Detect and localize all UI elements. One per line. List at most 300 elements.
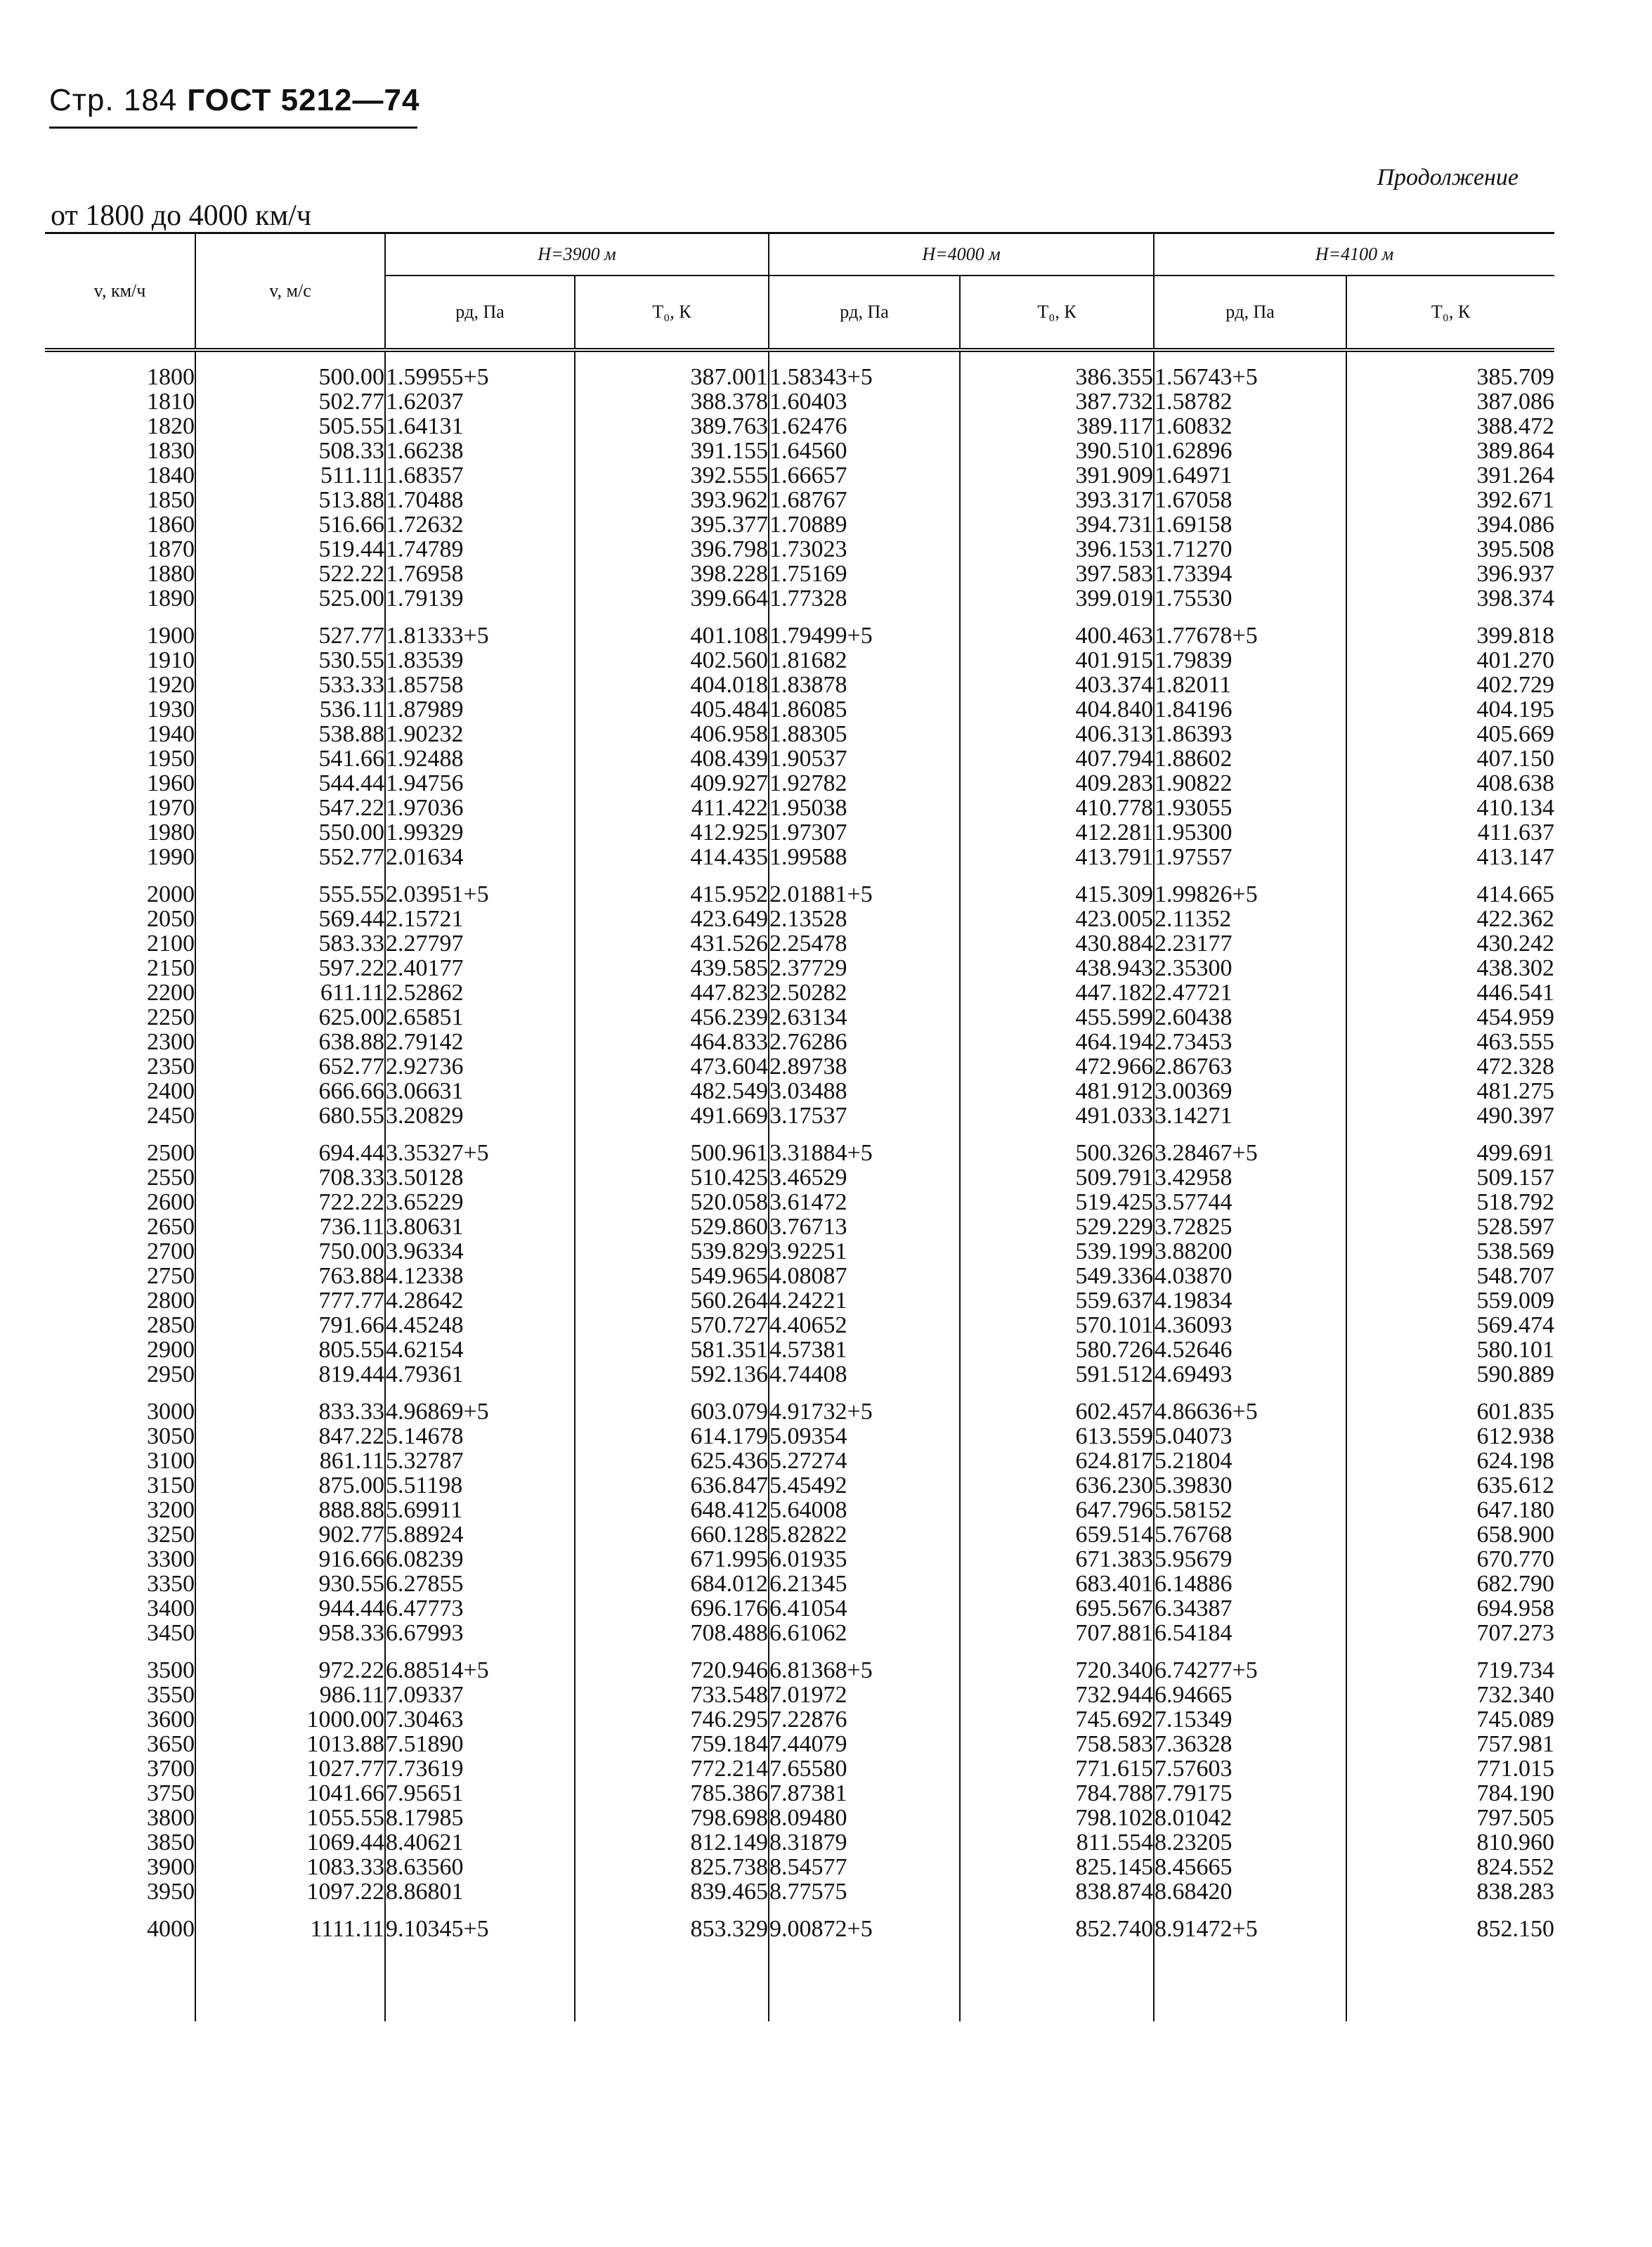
gap-cell [960, 350, 1154, 365]
cell-p-h3900: 3.65229 [385, 1190, 575, 1215]
table-row [45, 1103, 1554, 1128]
cell-t-h3900: 482.549 [575, 1079, 769, 1103]
cell-p-h4000: 8.77575 [769, 1879, 960, 1904]
cell-t-h4000: 409.283 [960, 771, 1154, 796]
table-row [45, 1879, 1554, 1904]
cell-t-h4100: 757.981 [1346, 1732, 1554, 1756]
table-row [45, 389, 1554, 414]
cell-p-h4000: 6.01935 [769, 1547, 960, 1572]
cell-t-h4100: 569.474 [1346, 1313, 1554, 1338]
cell-t-h4000: 559.637 [960, 1288, 1154, 1313]
cell-p-h3900: 8.17985 [385, 1806, 575, 1830]
cell-p-h4000: 2.37729 [769, 956, 960, 980]
cell-p-h4000: 3.31884+5 [769, 1141, 960, 1165]
cell-t-h4100: 797.505 [1346, 1806, 1554, 1830]
table-row [45, 1288, 1554, 1313]
cell-v-ms: 533.33 [195, 673, 385, 697]
gap-cell [575, 1387, 769, 1399]
table-row [45, 882, 1554, 907]
cell-p-h4100: 3.88200 [1154, 1239, 1346, 1264]
cell-t-h4100: 838.283 [1346, 1879, 1554, 1904]
cell-t-h3900: 423.649 [575, 907, 769, 931]
cell-p-h3900: 2.40177 [385, 956, 575, 980]
cell-v-ms: 513.88 [195, 488, 385, 512]
cell-t-h3900: 570.727 [575, 1313, 769, 1338]
cell-t-h4000: 403.374 [960, 673, 1154, 697]
cell-p-h4100: 5.39830 [1154, 1473, 1346, 1498]
cell-p-h4100: 1.60832 [1154, 414, 1346, 439]
table-body [45, 350, 1554, 2021]
cell-t-h4000: 407.794 [960, 746, 1154, 771]
cell-p-h4000: 5.27274 [769, 1449, 960, 1473]
cell-p-h4000: 1.58343+5 [769, 365, 960, 389]
cell-t-h4000: 491.033 [960, 1103, 1154, 1128]
cell-p-h4000: 4.57381 [769, 1338, 960, 1362]
cell-p-h4100: 1.71270 [1154, 537, 1346, 562]
cell-t-h4000: 397.583 [960, 562, 1154, 586]
header-group-h4100: H=4100 м [1154, 233, 1554, 276]
cell-t-h4100: 388.472 [1346, 414, 1554, 439]
cell-v-kmh: 3800 [147, 1805, 195, 1831]
cell-p-h3900: 4.96869+5 [385, 1399, 575, 1424]
cell-t-h4100: 499.691 [1346, 1141, 1554, 1165]
cell-v-kmh: 1930 [147, 697, 195, 723]
header-v-ms: v, м/с [195, 233, 385, 351]
cell-p-h4100: 1.69158 [1154, 512, 1346, 537]
cell-t-h4000: 413.791 [960, 845, 1154, 869]
cell-t-h4000: 707.881 [960, 1621, 1154, 1645]
cell-t-h4000: 412.281 [960, 820, 1154, 845]
cell-t-h3900: 388.378 [575, 389, 769, 414]
cell-p-h3900: 4.28642 [385, 1288, 575, 1313]
cell-p-h4100: 1.88602 [1154, 746, 1346, 771]
cell-p-h4100: 1.97557 [1154, 845, 1346, 869]
table-row [45, 439, 1554, 463]
gap-cell [960, 869, 1154, 882]
cell-t-h4100: 398.374 [1346, 586, 1554, 611]
cell-v-ms: 547.22 [195, 796, 385, 820]
cell-t-h4100: 408.638 [1346, 771, 1554, 796]
cell-p-h4100: 5.04073 [1154, 1424, 1346, 1449]
cell-p-h4100: 2.86763 [1154, 1054, 1346, 1079]
cell-v-kmh: 3250 [147, 1522, 195, 1548]
cell-v-ms: 861.11 [195, 1449, 385, 1473]
cell-t-h4100: 682.790 [1346, 1572, 1554, 1596]
header-group-h3900: H=3900 м [385, 233, 769, 276]
cell-p-h3900: 6.67993 [385, 1621, 575, 1645]
cell-p-h4000: 1.70889 [769, 512, 960, 537]
cell-v-kmh: 3700 [147, 1756, 195, 1782]
cell-v-ms: 1000.00 [195, 1707, 385, 1732]
cell-v-ms: 652.77 [195, 1054, 385, 1079]
cell-v-ms: 736.11 [195, 1215, 385, 1239]
cell-p-h3900: 2.52862 [385, 980, 575, 1005]
cell-p-h4000: 3.46529 [769, 1165, 960, 1190]
table-row [45, 463, 1554, 488]
cell-t-h4100: 852.150 [1346, 1917, 1554, 1941]
cell-t-h4000: 423.005 [960, 907, 1154, 931]
cell-p-h4000: 2.01881+5 [769, 882, 960, 907]
cell-t-h4000: 811.554 [960, 1830, 1154, 1855]
cell-p-h3900: 6.27855 [385, 1572, 575, 1596]
cell-p-h3900: 8.63560 [385, 1855, 575, 1879]
cell-p-h4000: 1.62476 [769, 414, 960, 439]
cell-v-ms: 805.55 [195, 1338, 385, 1362]
cell-t-h4000: 659.514 [960, 1522, 1154, 1547]
cell-t-h4000: 401.915 [960, 648, 1154, 673]
cell-v-kmh: 2450 [147, 1103, 195, 1129]
cell-t-h4100: 414.665 [1346, 882, 1554, 907]
cell-p-h4100: 5.76768 [1154, 1522, 1346, 1547]
table-row [45, 1079, 1554, 1103]
cell-v-ms: 569.44 [195, 907, 385, 931]
cell-v-kmh: 3450 [147, 1620, 195, 1646]
cell-p-h4100: 4.52646 [1154, 1338, 1346, 1362]
cell-v-ms: 833.33 [195, 1399, 385, 1424]
cell-t-h4100: 399.818 [1346, 623, 1554, 648]
cell-v-kmh: 2400 [147, 1078, 195, 1104]
cell-p-h4100: 1.86393 [1154, 722, 1346, 746]
cell-t-h3900: 387.001 [575, 365, 769, 389]
cell-p-h4100: 2.23177 [1154, 931, 1346, 956]
cell-t-h3900: 391.155 [575, 439, 769, 463]
cell-t-h4100: 472.328 [1346, 1054, 1554, 1079]
cell-p-h3900: 2.01634 [385, 845, 575, 869]
cell-p-h4000: 8.54577 [769, 1855, 960, 1879]
cell-p-h3900: 1.68357 [385, 463, 575, 488]
cell-p-h4100: 8.23205 [1154, 1830, 1346, 1855]
cell-t-h4000: 481.912 [960, 1079, 1154, 1103]
cell-t-h4100: 745.089 [1346, 1707, 1554, 1732]
page-number: Стр. 184 [49, 83, 178, 117]
cell-v-kmh: 1980 [147, 820, 195, 846]
aerodynamic-table [45, 232, 1554, 2021]
cell-v-ms: 544.44 [195, 771, 385, 796]
gap-cell [575, 1904, 769, 1917]
cell-p-h4100: 1.62896 [1154, 439, 1346, 463]
cell-t-h4100: 635.612 [1346, 1473, 1554, 1498]
cell-t-h3900: 853.329 [575, 1917, 769, 1941]
cell-t-h4000: 509.791 [960, 1165, 1154, 1190]
cell-p-h3900: 8.40621 [385, 1830, 575, 1855]
cell-p-h4000: 5.45492 [769, 1473, 960, 1498]
cell-t-h3900: 404.018 [575, 673, 769, 697]
cell-t-h4100: 411.637 [1346, 820, 1554, 845]
cell-p-h3900: 2.15721 [385, 907, 575, 931]
cell-t-h3900: 708.488 [575, 1621, 769, 1645]
cell-p-h4000: 1.68767 [769, 488, 960, 512]
cell-p-h4100: 6.14886 [1154, 1572, 1346, 1596]
cell-t-h4100: 394.086 [1346, 512, 1554, 537]
gap-cell [1346, 350, 1554, 365]
table-row [45, 414, 1554, 439]
cell-p-h3900: 7.95651 [385, 1781, 575, 1806]
cell-t-h4000: 784.788 [960, 1781, 1154, 1806]
cell-t-h4100: 387.086 [1346, 389, 1554, 414]
cell-p-h4100: 3.42958 [1154, 1165, 1346, 1190]
table-row [45, 1030, 1554, 1054]
table-row [45, 1165, 1554, 1190]
cell-t-h3900: 510.425 [575, 1165, 769, 1190]
gap-cell [1346, 1387, 1554, 1399]
cell-p-h3900: 1.83539 [385, 648, 575, 673]
cell-v-ms: 1027.77 [195, 1756, 385, 1781]
cell-t-h4000: 500.326 [960, 1141, 1154, 1165]
cell-p-h4000: 1.86085 [769, 697, 960, 722]
cell-p-h3900: 7.51890 [385, 1732, 575, 1756]
cell-p-h3900: 2.65851 [385, 1005, 575, 1030]
cell-t-h4100: 402.729 [1346, 673, 1554, 697]
cell-v-kmh: 2500 [147, 1140, 195, 1166]
cell-p-h3900: 1.76958 [385, 562, 575, 586]
empty-cell [1154, 1954, 1346, 2021]
cell-t-h3900: 408.439 [575, 746, 769, 771]
cell-t-h4000: 636.230 [960, 1473, 1154, 1498]
block-gap [45, 1387, 1554, 1399]
cell-t-h4100: 396.937 [1346, 562, 1554, 586]
header-v-kmh: v, км/ч [45, 233, 195, 351]
cell-t-h4100: 528.597 [1346, 1215, 1554, 1239]
cell-p-h4100: 4.86636+5 [1154, 1399, 1346, 1424]
header-rule [49, 127, 417, 129]
gap-cell [769, 1387, 960, 1399]
cell-t-h3900: 581.351 [575, 1338, 769, 1362]
table-row [45, 845, 1554, 869]
cell-v-kmh: 2000 [147, 881, 195, 907]
cell-p-h4100: 1.58782 [1154, 389, 1346, 414]
cell-v-kmh: 3600 [147, 1707, 195, 1733]
cell-p-h4000: 2.76286 [769, 1030, 960, 1054]
cell-t-h4000: 391.909 [960, 463, 1154, 488]
continuation-label: Продолжение [1377, 164, 1518, 190]
cell-p-h4100: 3.57744 [1154, 1190, 1346, 1215]
cell-t-h4100: 771.015 [1346, 1756, 1554, 1781]
header-p-h4000: pд, Па [769, 276, 960, 350]
cell-t-h4000: 720.340 [960, 1658, 1154, 1683]
cell-p-h4000: 6.21345 [769, 1572, 960, 1596]
gap-cell [1154, 1941, 1346, 1954]
table-row [45, 365, 1554, 389]
cell-t-h4000: 825.145 [960, 1855, 1154, 1879]
block-gap [45, 1904, 1554, 1917]
gap-cell [45, 1387, 195, 1399]
cell-p-h4000: 3.76713 [769, 1215, 960, 1239]
cell-v-kmh: 3950 [147, 1879, 195, 1905]
cell-p-h3900: 5.51198 [385, 1473, 575, 1498]
cell-p-h3900: 3.80631 [385, 1215, 575, 1239]
cell-v-ms: 583.33 [195, 931, 385, 956]
table-row [45, 1054, 1554, 1079]
cell-v-ms: 916.66 [195, 1547, 385, 1572]
cell-p-h3900: 4.79361 [385, 1362, 575, 1387]
gap-cell [575, 1941, 769, 1954]
cell-t-h4100: 707.273 [1346, 1621, 1554, 1645]
cell-t-h4000: 415.309 [960, 882, 1154, 907]
gap-cell [385, 1941, 575, 1954]
empty-cell [1346, 1954, 1554, 2021]
block-gap [45, 1941, 1554, 1954]
cell-p-h3900: 1.87989 [385, 697, 575, 722]
table-row [45, 956, 1554, 980]
cell-p-h3900: 8.86801 [385, 1879, 575, 1904]
cell-t-h3900: 439.585 [575, 956, 769, 980]
cell-v-ms: 511.11 [195, 463, 385, 488]
cell-p-h4100: 8.01042 [1154, 1806, 1346, 1830]
cell-t-h3900: 614.179 [575, 1424, 769, 1449]
cell-v-kmh: 3400 [147, 1595, 195, 1621]
cell-p-h3900: 2.03951+5 [385, 882, 575, 907]
cell-p-h3900: 5.14678 [385, 1424, 575, 1449]
cell-v-kmh: 2250 [147, 1004, 195, 1030]
cell-p-h4000: 6.61062 [769, 1621, 960, 1645]
cell-p-h4100: 3.14271 [1154, 1103, 1346, 1128]
cell-t-h3900: 414.435 [575, 845, 769, 869]
cell-p-h4100: 1.77678+5 [1154, 623, 1346, 648]
cell-p-h4000: 7.65580 [769, 1756, 960, 1781]
cell-v-kmh: 2550 [147, 1165, 195, 1191]
cell-p-h4000: 4.74408 [769, 1362, 960, 1387]
cell-t-h3900: 447.823 [575, 980, 769, 1005]
gap-cell [195, 1387, 385, 1399]
cell-p-h4000: 3.17537 [769, 1103, 960, 1128]
cell-t-h3900: 402.560 [575, 648, 769, 673]
table-row [45, 1498, 1554, 1522]
cell-t-h4000: 732.944 [960, 1683, 1154, 1707]
cell-t-h3900: 549.965 [575, 1264, 769, 1288]
cell-p-h4000: 1.64560 [769, 439, 960, 463]
table-row [45, 1830, 1554, 1855]
cell-p-h4100: 7.15349 [1154, 1707, 1346, 1732]
cell-p-h4100: 6.94665 [1154, 1683, 1346, 1707]
cell-p-h4000: 3.61472 [769, 1190, 960, 1215]
table-bottom-space [45, 1954, 1554, 2021]
cell-t-h3900: 431.526 [575, 931, 769, 956]
gap-cell [1346, 869, 1554, 882]
cell-v-kmh: 1970 [147, 795, 195, 821]
table-row [45, 1917, 1554, 1941]
gap-cell [1154, 1645, 1346, 1658]
cell-v-ms: 888.88 [195, 1498, 385, 1522]
cell-p-h4100: 1.73394 [1154, 562, 1346, 586]
cell-t-h4000: 472.966 [960, 1054, 1154, 1079]
table-row [45, 1806, 1554, 1830]
cell-t-h4100: 392.671 [1346, 488, 1554, 512]
cell-t-h3900: 539.829 [575, 1239, 769, 1264]
cell-t-h4100: 694.958 [1346, 1596, 1554, 1621]
cell-t-h4100: 430.242 [1346, 931, 1554, 956]
cell-t-h3900: 406.958 [575, 722, 769, 746]
cell-t-h4100: 481.275 [1346, 1079, 1554, 1103]
cell-t-h4000: 771.615 [960, 1756, 1154, 1781]
cell-t-h4100: 612.938 [1346, 1424, 1554, 1449]
cell-t-h4100: 590.889 [1346, 1362, 1554, 1387]
cell-p-h4100: 2.11352 [1154, 907, 1346, 931]
table-row [45, 1732, 1554, 1756]
cell-p-h4000: 1.73023 [769, 537, 960, 562]
cell-t-h4100: 658.900 [1346, 1522, 1554, 1547]
cell-t-h4000: 695.567 [960, 1596, 1154, 1621]
header-t-h3900: T₀, К [575, 276, 769, 350]
page-header [49, 83, 419, 118]
block-gap [45, 350, 1554, 365]
cell-p-h3900: 1.94756 [385, 771, 575, 796]
cell-t-h4000: 798.102 [960, 1806, 1154, 1830]
cell-p-h3900: 6.47773 [385, 1596, 575, 1621]
gap-cell [1154, 1904, 1346, 1917]
empty-cell [960, 1954, 1154, 2021]
cell-t-h4000: 386.355 [960, 365, 1154, 389]
gap-cell [195, 1941, 385, 1954]
cell-p-h4000: 1.75169 [769, 562, 960, 586]
cell-v-ms: 819.44 [195, 1362, 385, 1387]
cell-v-ms: 1041.66 [195, 1781, 385, 1806]
cell-p-h4100: 1.84196 [1154, 697, 1346, 722]
cell-t-h4100: 548.707 [1346, 1264, 1554, 1288]
block-gap [45, 1128, 1554, 1141]
cell-t-h3900: 392.555 [575, 463, 769, 488]
cell-t-h4100: 518.792 [1346, 1190, 1554, 1215]
cell-v-kmh: 3550 [147, 1682, 195, 1708]
cell-p-h4100: 7.57603 [1154, 1756, 1346, 1781]
cell-t-h4000: 745.692 [960, 1707, 1154, 1732]
cell-v-ms: 522.22 [195, 562, 385, 586]
cell-p-h3900: 1.62037 [385, 389, 575, 414]
cell-v-kmh: 2150 [147, 955, 195, 981]
header-t-h4100: T₀, К [1346, 276, 1554, 350]
cell-v-kmh: 1860 [147, 512, 195, 538]
cell-v-kmh: 3100 [147, 1448, 195, 1474]
cell-t-h3900: 733.548 [575, 1683, 769, 1707]
gap-cell [769, 1645, 960, 1658]
table-row [45, 1215, 1554, 1239]
table-row [45, 1190, 1554, 1215]
cell-t-h4000: 671.383 [960, 1547, 1154, 1572]
cell-p-h4000: 5.82822 [769, 1522, 960, 1547]
cell-v-ms: 527.77 [195, 623, 385, 648]
table-row [45, 1141, 1554, 1165]
gap-cell [769, 350, 960, 365]
cell-t-h4000: 400.463 [960, 623, 1154, 648]
cell-p-h3900: 1.99329 [385, 820, 575, 845]
table-row [45, 1522, 1554, 1547]
gap-cell [45, 1904, 195, 1917]
cell-t-h3900: 812.149 [575, 1830, 769, 1855]
cell-p-h3900: 4.62154 [385, 1338, 575, 1362]
cell-v-kmh: 1900 [147, 623, 195, 649]
cell-t-h4100: 580.101 [1346, 1338, 1554, 1362]
cell-t-h4100: 784.190 [1346, 1781, 1554, 1806]
cell-t-h4100: 385.709 [1346, 365, 1554, 389]
cell-v-ms: 1055.55 [195, 1806, 385, 1830]
cell-v-ms: 500.00 [195, 365, 385, 389]
cell-p-h3900: 1.81333+5 [385, 623, 575, 648]
cell-v-ms: 944.44 [195, 1596, 385, 1621]
cell-p-h3900: 6.08239 [385, 1547, 575, 1572]
cell-v-kmh: 1820 [147, 413, 195, 439]
cell-p-h4000: 1.88305 [769, 722, 960, 746]
cell-t-h4100: 438.302 [1346, 956, 1554, 980]
cell-t-h3900: 720.946 [575, 1658, 769, 1683]
cell-t-h4000: 683.401 [960, 1572, 1154, 1596]
cell-v-ms: 597.22 [195, 956, 385, 980]
table-row [45, 1547, 1554, 1572]
cell-v-ms: 625.00 [195, 1005, 385, 1030]
cell-p-h4000: 2.50282 [769, 980, 960, 1005]
cell-t-h4000: 387.732 [960, 389, 1154, 414]
gap-cell [385, 869, 575, 882]
cell-p-h3900: 2.27797 [385, 931, 575, 956]
cell-p-h4000: 8.31879 [769, 1830, 960, 1855]
